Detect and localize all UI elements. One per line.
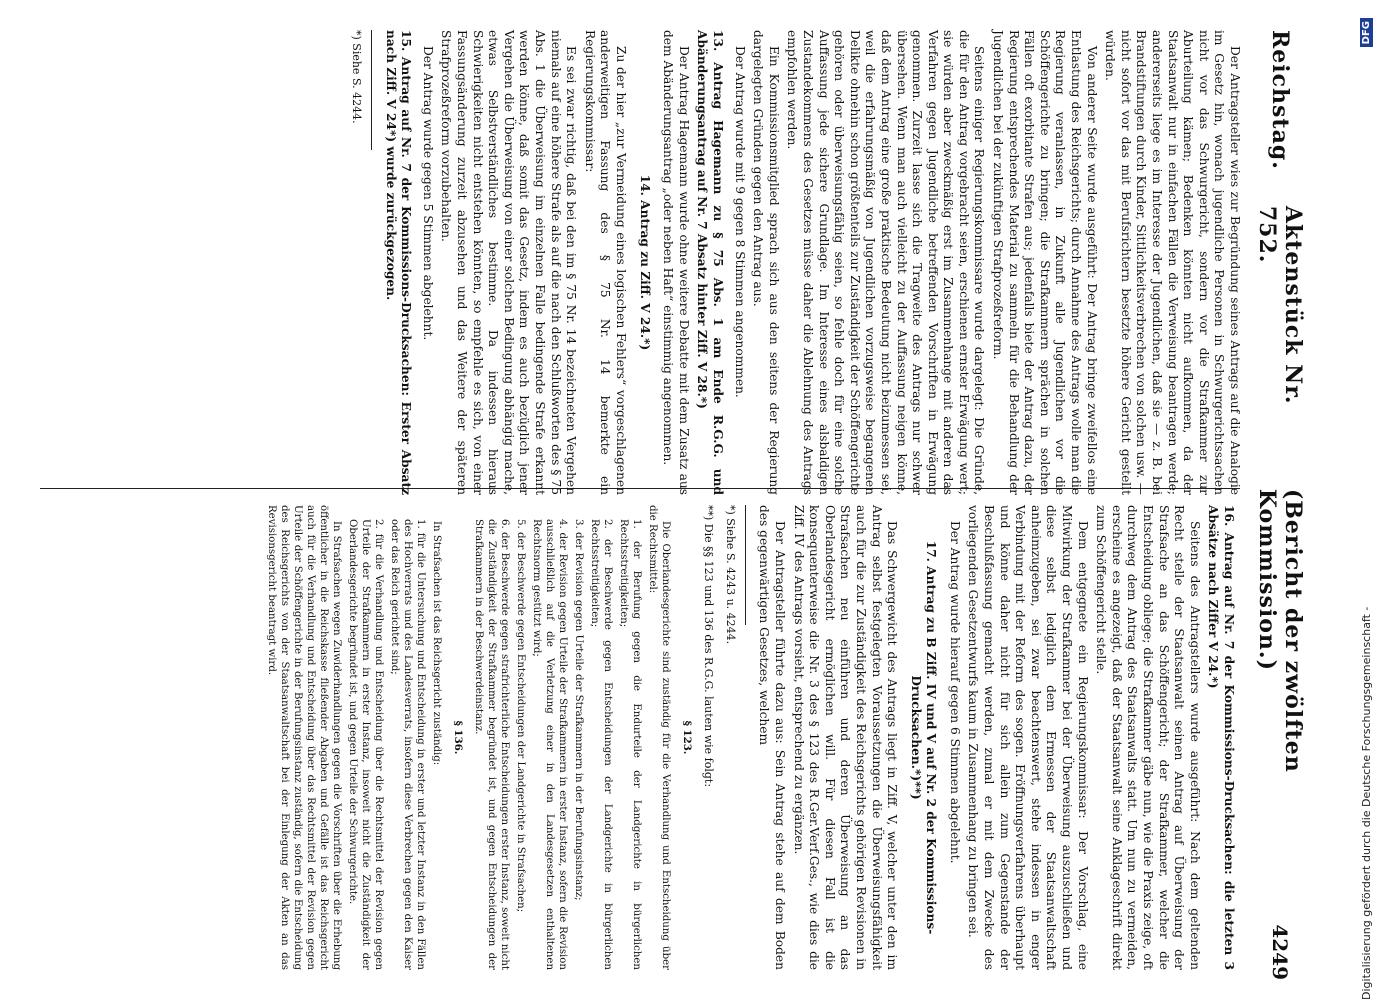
- statute-list-item: 4. der Revision gegen Urteile der Strafkammern in erster Instanz, sofern die Revision ausschließlich auf die Verletzung einer in den Landesgesetzen enthaltenen Rechtsnorm gestützt wird;: [530, 519, 568, 970]
- section-heading: 16. Antrag auf Nr. 7 der Kommissions-Drucksachen: die letzten 3 Absätze nach Ziffer V 24.*): [1206, 505, 1236, 970]
- header-report-title: (Bericht der zwölften Kommission.): [1254, 488, 1306, 773]
- body-paragraph: Von anderer Seite wurde ausgeführt: Der Antrag bringe zweifellos eine Entlastung des Reichsgerichts; durch Annahme des Antrags wolle man die Regierung veranlassen, in Zukunft alle Jugendlichen vor die Schöffengerichte zu bringen; die Strafkammern sprächen in solchen Fällen oft exorbitante Strafen aus; jedenfalls biete der Antrag dazu, der Regierung entsprechendes Material zu sammeln für die Behandlung der Jugendlichen bei der zukünftigen Strafprozeßreform.: [991, 30, 1099, 495]
- statute-text: Die Oberlandesgerichte sind zuständig für die Verhandlung und Entscheidung über die Rechtsmittel:: [646, 505, 671, 970]
- left-text-column: [346, 30, 1242, 495]
- footnote-rule: [371, 30, 372, 150]
- credit-text-row: [1356, 10, 1376, 1000]
- statute-list-item: 3. der Revision gegen Urteile der Strafkammern in der Berufungsinstanz;: [572, 519, 584, 901]
- statute-list-item: 2. für die Verhandlung und Entscheidung über die Rechtsmittel der Revision gegen Urteile der Strafkammern in erster Instanz, insoweit nicht die Zuständigkeit der Oberlandesgerichte begründet ist, und gegen Urteile der Schwurgerichte.: [346, 519, 384, 970]
- statute-text: In Strafsachen wegen Zuwiderhandlungen gegen die Vorschriften über die Erhebung öffentlicher in die Reichskasse fließender Abgaben und Gefälle ist das Reichsgericht auch für die Verhandlung und Entscheidung über das Rechtsmittel der Revision gegen Urteile der Schöffengerichte in der Berufungsinstanz zuständig, sofern die Entscheidung des Reichsgerichts von der Staatsanwaltschaft bei der Einlegung der Akten an das Revisionsgericht beantragt wird.: [265, 505, 342, 970]
- paragraph-symbol-heading: § 123.: [680, 720, 693, 755]
- statute-list-item: 2. der Beschwerde gegen Entscheidungen der Landgerichte in bürgerlichen Rechtsstreitigkeiten;: [588, 519, 613, 970]
- paragraph-symbol-heading: § 136.: [451, 720, 464, 755]
- statute-text: In Strafsachen ist das Reichsgericht zuständig:: [430, 521, 442, 766]
- statute-list-item: 1. für die Untersuchung und Entscheidung in erster und letzter Instanz in den Fällen des Hochverrats und des Landesverrats, insofern diese Verbrechen gegen den Kaiser oder das Reich gerichtet sind;: [388, 519, 426, 970]
- body-paragraph: Seitens des Antragstellers wurde ausgeführt: Nach dem geltenden Recht stelle der Staatsanwalt seinen Antrag auf Überweisung der Strafsache an das Schöffengericht; der Strafkammer, welcher die Entscheidung obliege; die Strafkammer gäbe nun, wie die Praxis zeige, oft durchweg dem Antrag des Staatsanwalts statt. Um nun zu vermeiden, erscheine es angezeigt, daß der Staatsanwalt seine Anklageschrift direkt zum Schöffengericht stelle.: [1094, 505, 1202, 970]
- right-text-column: [262, 505, 1242, 970]
- body-paragraph: Seitens einiger Regierungskommissare wurde dargelegt: Die Gründe, die für den Antrag vorgebracht seien, erschienen ernster Erwägung wert; sie würden aber zweckmäßig erst im Zusammenhange mit anderen das Verfahren gegen Jugendliche betreffenden Vorschriften in Erwägung genommen. Zurzeit lasse sich die Tragweite des Antrags nur schwer übersehen. Wenn man auch vielleicht zu der Auffassung neigen könne, daß dem Antrag eine große praktische Bedeutung nicht beizumessen sei, weil die erfahrungsmäßig von Jugendlichen vorzugsweise begangenen Delikte ohnehin schon größtenteils zur Zuständigkeit der Schöffengerichte gehören oder überweisungsfähig seien, so fehle doch für eine solche Auffassung jede sichere Grundlage. Im Interesse eines alsbaldigen Zustandekommens des Gesetzes müsse daher die Ablehnung des Antrags empfohlen werden.: [785, 30, 987, 495]
- section-heading-centered: 14. Antrag zu Ziff. V 24.*): [637, 174, 652, 351]
- body-paragraph: Der Antrag wurde gegen 5 Stimmen abgelehnt.: [420, 46, 435, 341]
- statute-list-item: 5. der Beschwerde gegen Entscheidungen der Landgerichte in Strafsachen;: [514, 519, 526, 913]
- credit-text: Digitalisierung gefördert durch die Deutsche Forschungsgemeinschaft -: [1359, 606, 1373, 1000]
- body-paragraph: Das Schwergewicht des Antrags liegt in Ziff. V, welcher unter den im Antrag selbst festgelegten Voraussetzungen die Überweisungsfähigkeit auch für die zur Zuständigkeit des Reichsgerichts gehörigen Revisionen in Strafsachen neu einführen und deren Überweisung an das Oberlandesgericht ermöglichen will. Für diesen Fall ist die konsequenterweise die Nr. 3 des § 123 des R.Ger.Verf.Ges., wie dies die Ziff. IV des Antrags vorsieht, entsprechend zu ergänzen.: [791, 505, 900, 970]
- header-reichstag: Reichstag.: [1267, 30, 1293, 170]
- page-header: [1254, 30, 1306, 980]
- page-number: 4249: [1268, 924, 1292, 980]
- section-heading: 13. Antrag Hagemann zu § 75 Abs. 1 am Ende R.G.G. und Abänderungsantrag auf Nr. 7 Absatz hinter Ziff. V 28.*): [695, 30, 725, 495]
- section-heading: 15. Antrag auf Nr. 7 der Kommissions-Drucksachen: Erster Absatz nach Ziff. V 24*) wurde zurückgezogen.: [383, 30, 414, 495]
- digitization-credit-bar: [1352, 0, 1380, 1000]
- body-paragraph: Der Antrag wurde mit 9 gegen 8 Stimmen angenommen.: [732, 46, 747, 398]
- statute-list-item: 1. der Berufung gegen die Endurteile der Landgerichte in bürgerlichen Rechtsstreitigkeiten;: [617, 519, 642, 970]
- body-paragraph: Dem entgegnete ein Regierungskommissar: Der Vorschlag, eine Mitwirkung der Strafkammer bei der Überweisung auszuschließen und diese selbst lediglich dem Ermessen der Staatsanwaltschaft anheimzugeben, sei zwar beachtenswert, stehe indessen in enger Verbindung mit der Reform des sogen. Eröffnungsverfahrens überhaupt und könne daher nicht für sich allein zum Gegenstande der Beschlußfassung gemacht werden, zumal er mit dem Zwecke des vorliegenden Gesetzentwurfs kaum in Zusammenhang zu bringen sei.: [966, 505, 1090, 970]
- section-heading-centered: 17. Antrag zu B Ziff. IV und V auf Nr. 2 der Kommissions-Drucksachen.*)**): [908, 540, 939, 935]
- body-paragraph: Zu der hier „zur Vermeidung eines logischen Fehlers“ vorgeschlagenen anderweitigen Fassung des § 75 Nr. 14 bemerkte ein Regierungskommissar:: [582, 30, 629, 495]
- body-paragraph: Ein Kommissionsmitglied sprach sich aus den seitens der Regierung dargelegten Gründen gegen den Antrag aus.: [751, 30, 781, 495]
- body-paragraph: Der Antrag wurde hierauf gegen 6 Stimmen abgelehnt.: [947, 521, 962, 864]
- footnote: *) Siehe S. 4243 u. 4244.: [723, 505, 737, 645]
- body-paragraph: Der Antragsteller wies zur Begründung seines Antrags auf die Analogie im Gesetz hin, wonach jugendliche Personen in Schwurgerichtssachen nicht vor das Schwurgericht, sondern vor die Strafkammer zur Aburteilung kämen; Bedenken könnten nicht aufkommen, da der Staatsanwalt nur in einfachen Fällen die Verweisung beantragen werde; andererseits liege es im Interesse der Jugendlichen, daß sie — z. B. bei Brandstiftungen durch Kinder, Sittlichkeitsverbrechen von solchen usw. — nicht sofort vor das mit Berufsrichtern besetzte höhere Gericht gestellt würden.: [1103, 30, 1242, 495]
- body-paragraph: Der Antrag Hagemann wurde ohne weitere Debatte mit dem Zusatz aus dem Abänderungsantrag „oder neben Haft“ einstimmig angenommen.: [661, 30, 691, 495]
- body-paragraph: Es sei zwar richtig, daß bei den im § 75 Nr. 14 bezeichneten Vergehen niemals auf eine höhere Strafe als auf die nach den Schlußworten des § 75 Abs. 1 die Überweisung im einzelnen Falle bedingende Strafe erkannt werden könne, daß somit das Gesetz, indem es auch bezüglich jener Vergehen die Überweisung von einer solchen Bedingung abhängig mache, etwas Selbstverständliches bestimme. Da indessen hieraus Schwierigkeiten nicht entstehen könnten, so empfehle es sich, von einer Fassungsänderung zurzeit abzusehen und das Weitere der späteren Strafprozeßreform vorzubehalten.: [439, 30, 579, 495]
- statute-list-item: 6. der Beschwerde gegen strafrichterliche Entscheidungen erster Instanz, soweit nicht die Zuständigkeit der Strafkammer begründet ist, und gegen Entscheidungen der Strafkammern in der Beschwerdeinstanz.: [472, 519, 510, 970]
- dfg-logo: DFG: [1360, 18, 1373, 47]
- footnote: *) Siehe S. 4244.: [350, 30, 364, 124]
- body-paragraph: Der Antragsteller führte dazu aus: Sein Antrag stehe auf dem Boden des gegenwärtigen Gesetzes, welchem: [757, 505, 787, 970]
- header-aktenstueck: Aktenstück Nr. 752.: [1254, 205, 1306, 405]
- footnote-rule: [745, 505, 746, 625]
- footnote: **) Die §§ 123 und 136 des R.G.G. lauten wie folgt:: [701, 505, 715, 788]
